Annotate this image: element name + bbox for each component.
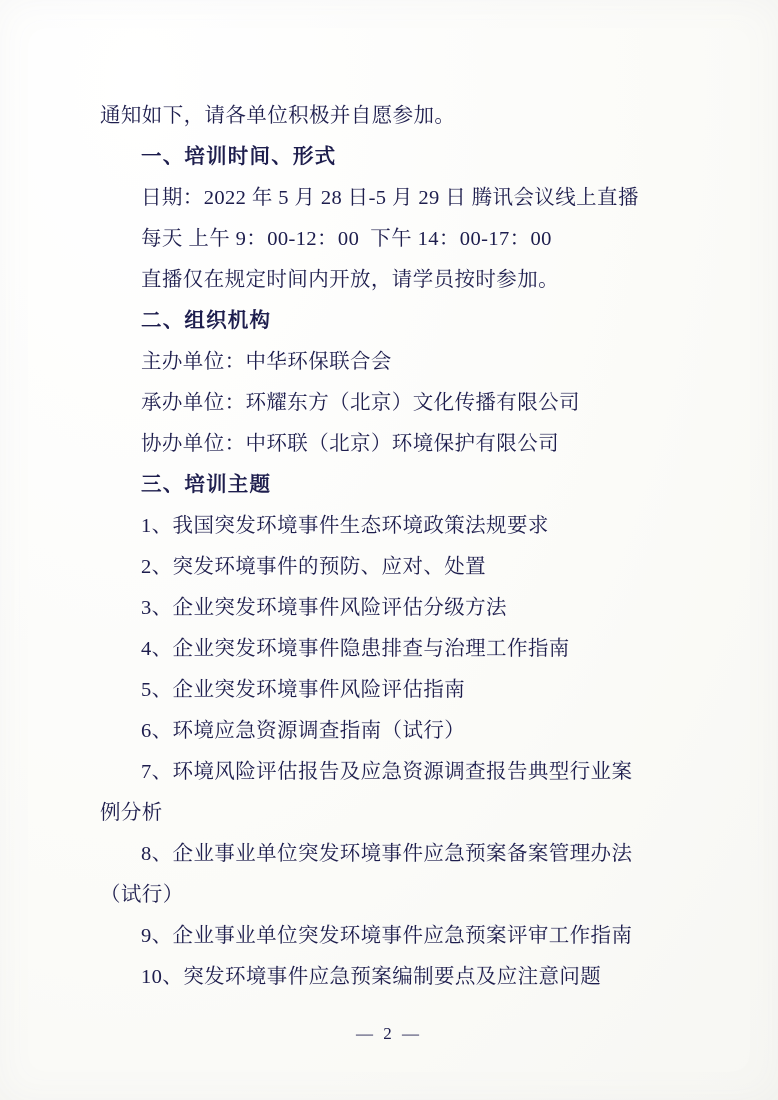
list-item: 5、企业突发环境事件风险评估指南 [141,679,466,701]
paragraph-line: 通知如下，请各单位积极并自愿参加。 [100,105,456,127]
list-item: 6、环境应急资源调查指南（试行） [141,720,466,742]
section-heading-1: 一、培训时间、形式 [141,146,337,168]
list-item: 3、企业突发环境事件风险评估分级方法 [141,597,507,619]
list-item: 10、突发环境事件应急预案编制要点及应注意问题 [141,966,602,988]
document-body [100,96,706,998]
page-number: — 2 — [356,1024,422,1043]
list-item: 8、企业事业单位突发环境事件应急预案备案管理办法 [141,843,633,865]
list-item: 4、企业突发环境事件隐患排查与治理工作指南 [141,638,570,660]
list-item: 1、我国突发环境事件生态环境政策法规要求 [141,515,549,537]
list-item: 2、突发环境事件的预防、应对、处置 [141,556,487,578]
list-item-continuation: 例分析 [100,802,163,824]
paragraph-line: 承办单位：环耀东方（北京）文化传播有限公司 [141,392,580,414]
paragraph-line: 协办单位：中环联（北京）环境保护有限公司 [141,433,559,455]
paragraph-line: 日期：2022 年 5 月 28 日-5 月 29 日 腾讯会议线上直播 [141,187,639,209]
paragraph-line: 主办单位：中华环保联合会 [141,351,392,373]
section-heading-3: 三、培训主题 [141,474,272,496]
section-heading-2: 二、组织机构 [141,310,272,332]
list-item: 9、企业事业单位突发环境事件应急预案评审工作指南 [141,925,633,947]
list-item: 7、环境风险评估报告及应急资源调查报告典型行业案 [141,761,633,783]
list-item-continuation: （试行） [100,884,184,906]
paragraph-line: 直播仅在规定时间内开放，请学员按时参加。 [141,269,559,291]
paragraph-line: 每天 上午 9：00-12：00 下午 14：00-17：00 [141,228,552,250]
